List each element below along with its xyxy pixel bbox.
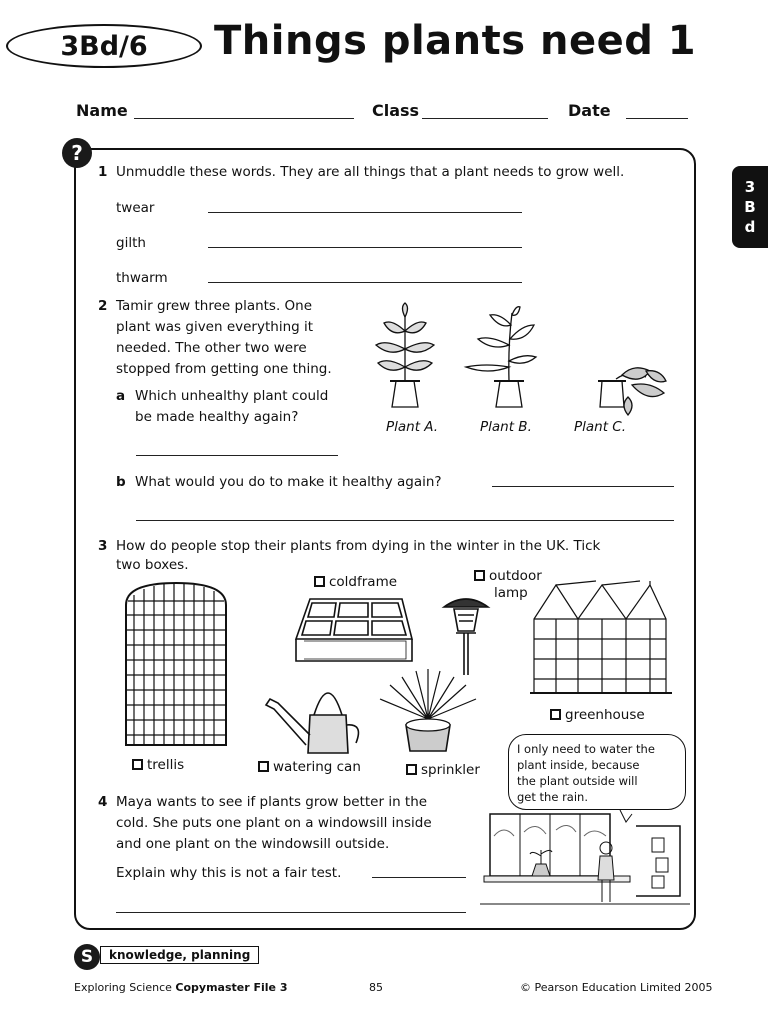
q2a-answer-line[interactable] [136, 455, 338, 456]
coldframe-option[interactable] [314, 572, 397, 593]
outdoor-lamp-checkbox[interactable] [474, 570, 485, 581]
trellis-option[interactable] [132, 755, 184, 776]
q1-word-3: thwarm [116, 270, 168, 286]
q2-number: 2 [98, 298, 108, 314]
sprinkler-drawing [380, 669, 476, 751]
outdoor-lamp-label-1: outdoor [489, 568, 542, 584]
plant-c-label: Plant C. [574, 419, 627, 435]
page-title: Things plants need 1 [214, 18, 697, 64]
question-icon: ? [62, 138, 92, 168]
tab-char-2: B [744, 198, 756, 216]
q4-line-1: Maya wants to see if plants grow better in the [116, 794, 428, 810]
sprinkler-label: sprinkler [421, 762, 480, 778]
watering-can-drawing [266, 693, 358, 753]
watering-can-checkbox[interactable] [258, 761, 269, 772]
footer-file: Copymaster File 3 [175, 981, 288, 994]
skills-label: knowledge, planning [100, 946, 259, 964]
q1-prompt: Unmuddle these words. They are all things that a plant needs to grow well. [116, 164, 625, 180]
q2b-answer-line-2[interactable] [136, 520, 674, 521]
speech-line-1: I only need to water the [517, 742, 655, 756]
q2-intro-line-1: Tamir grew three plants. One [116, 298, 313, 314]
name-line[interactable] [134, 118, 354, 119]
plant-b-label: Plant B. [480, 419, 532, 435]
skills-icon: S [74, 944, 100, 970]
q1-number: 1 [98, 164, 108, 180]
trellis-label: trellis [147, 757, 185, 773]
watering-can-label: watering can [273, 759, 361, 775]
greenhouse-option[interactable] [550, 705, 645, 726]
coldframe-drawing [296, 599, 412, 661]
speech-line-3: the plant outside will [517, 774, 638, 788]
greenhouse-drawing [530, 581, 672, 693]
sprinkler-checkbox[interactable] [406, 764, 417, 775]
greenhouse-checkbox[interactable] [550, 709, 561, 720]
tab-char-3: d [744, 218, 756, 236]
section-tab [732, 166, 768, 248]
q1-answer-line-1[interactable] [208, 212, 522, 213]
worksheet-code: 3Bd/6 [6, 24, 202, 68]
outdoor-lamp-label-2: lamp [494, 585, 528, 601]
copyright: © Pearson Education Limited 2005 [520, 981, 713, 994]
plant-a-label: Plant A. [386, 419, 439, 435]
plants-illustration [360, 305, 690, 420]
plant-a-drawing [376, 303, 434, 407]
q2b-letter: b [116, 474, 126, 490]
q4-answer-line-2[interactable] [116, 912, 466, 913]
q4-line-3: and one plant on the windowsill outside. [116, 836, 390, 852]
date-line[interactable] [626, 118, 688, 119]
trellis-drawing [126, 583, 226, 745]
footer-series: Exploring Science [74, 981, 172, 994]
name-label: Name [76, 101, 128, 120]
q1-answer-line-2[interactable] [208, 247, 522, 248]
page-number: 85 [369, 981, 383, 994]
plant-b-drawing [466, 307, 536, 407]
speech-bubble [508, 734, 686, 810]
plant-c-drawing [598, 368, 666, 415]
q4-number: 4 [98, 794, 108, 810]
speech-line-4: get the rain. [517, 790, 588, 804]
q4-line-2: cold. She puts one plant on a windowsill inside [116, 815, 432, 831]
q2a-line-1: Which unhealthy plant could [135, 388, 329, 404]
q3-prompt-line-1: How do people stop their plants from dying in the winter in the UK. Tick [116, 538, 601, 554]
outdoor-lamp-drawing [444, 599, 488, 675]
footer-left [74, 981, 288, 994]
class-label: Class [372, 101, 420, 120]
q2b-answer-line-1[interactable] [492, 486, 674, 487]
speech-line-2: plant inside, because [517, 758, 640, 772]
q2a-letter: a [116, 388, 126, 404]
coldframe-label: coldframe [329, 574, 398, 590]
coldframe-checkbox[interactable] [314, 576, 325, 587]
q3-number: 3 [98, 538, 108, 554]
q2b-text: What would you do to make it healthy again? [135, 474, 442, 490]
q2-intro-line-4: stopped from getting one thing. [116, 361, 332, 377]
q2-intro-line-2: plant was given everything it [116, 319, 314, 335]
q1-word-1: twear [116, 200, 155, 216]
tab-char-1: 3 [744, 178, 756, 196]
q2-intro-line-3: needed. The other two were [116, 340, 307, 356]
q1-answer-line-3[interactable] [208, 282, 522, 283]
sprinkler-option[interactable] [406, 760, 480, 781]
greenhouse-label: greenhouse [565, 707, 645, 723]
q4-answer-line-1[interactable] [372, 877, 466, 878]
date-label: Date [568, 101, 611, 120]
windowsill-scene-drawing [480, 806, 690, 916]
q3-prompt-line-2: two boxes. [116, 557, 189, 573]
q1-word-2: gilth [116, 235, 146, 251]
trellis-checkbox[interactable] [132, 759, 143, 770]
q2a-line-2: be made healthy again? [135, 409, 299, 425]
class-line[interactable] [422, 118, 548, 119]
q4-explain: Explain why this is not a fair test. [116, 865, 342, 881]
watering-can-option[interactable] [258, 757, 361, 778]
